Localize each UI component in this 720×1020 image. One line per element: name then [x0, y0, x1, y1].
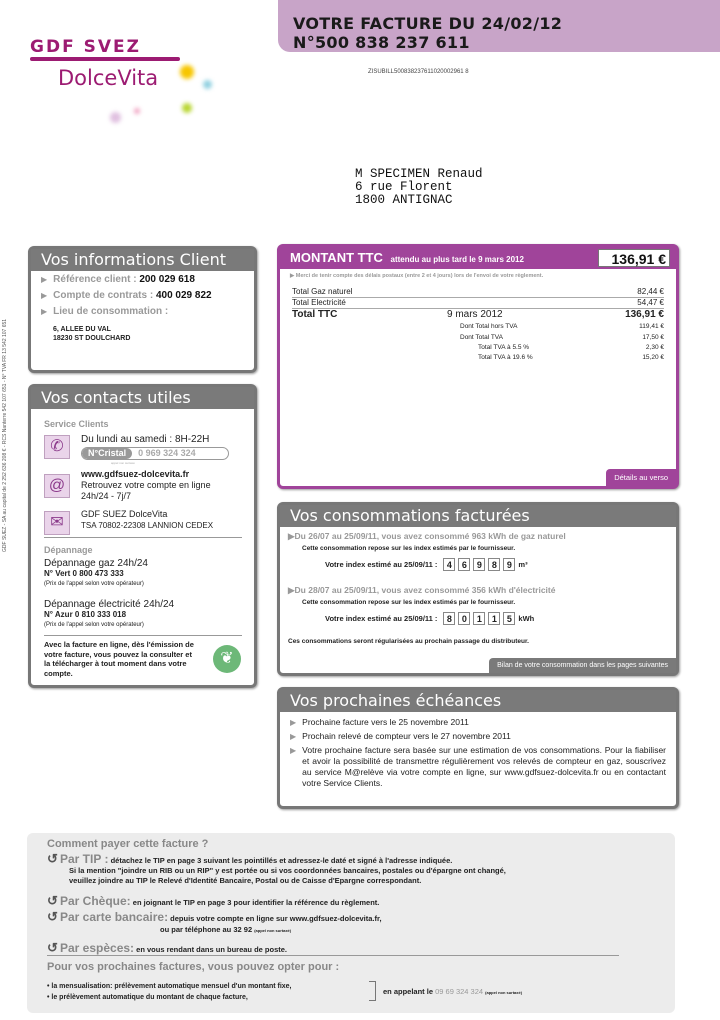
arrow-icon: ▶	[290, 732, 297, 741]
gas-heading	[288, 531, 566, 542]
gas-index-label: Votre index estimé au 25/09/11 :	[325, 560, 438, 569]
sub-label: Dont Total TVA	[460, 334, 503, 341]
sub-row	[292, 344, 664, 351]
bracket	[369, 981, 376, 1001]
upcoming-item	[290, 745, 666, 789]
invoice-number: N°500 838 237 611	[293, 33, 470, 52]
upcoming-text: Prochain relevé de compteur vers le 27 novembre 2011	[302, 731, 511, 741]
pay-cash	[47, 940, 287, 956]
gas-digits	[443, 558, 518, 571]
pay-arrow-icon: ↺	[47, 909, 58, 924]
gaz-block	[44, 559, 148, 589]
sub-value: 15,20 €	[642, 354, 664, 361]
due-date: attendu au plus tard le 9 mars 2012	[390, 255, 524, 264]
gaz-number: N° Vert 0 800 473 333	[44, 569, 124, 578]
digit: 5	[503, 612, 515, 625]
contract-label: Compte de contrats :	[53, 290, 154, 301]
logo-dot-blue	[203, 80, 212, 89]
card-text: depuis votre compte en ligne sur www.gdfsuez-dolcevita.fr,	[170, 914, 382, 923]
logo-dot-pink	[134, 108, 140, 114]
upcoming-text: Votre prochaine facture sera basée sur une estimation de vos consommations. Pour la fiabiliser et avoir la possibilité de transmettre régulièrement vos relevés de compteur en gaz, souscrivez au service M@relève via votre compte en ligne, sur www.gdfsuez-dolcevita.fr ou en contactant votre Service Clients.	[302, 745, 666, 788]
postal-note-text: Merci de tenir compte des délais postaux (entre 2 et 4 jours) lors de l'envoi de votre règlement.	[295, 273, 544, 279]
tip-label: Par TIP :	[60, 852, 109, 866]
details-verso-button[interactable]: Détails au verso	[606, 469, 676, 486]
upcoming-item	[290, 731, 666, 742]
contacts-title: Vos contacts utiles	[31, 387, 254, 409]
amount-box	[277, 244, 679, 489]
sub-value: 17,50 €	[642, 334, 664, 341]
client-info-title: Vos informations Client	[31, 249, 254, 271]
arrow-icon: ▶	[290, 746, 297, 755]
elec-number: N° Azur 0 810 333 018	[44, 610, 127, 619]
card-phone: ou par téléphone au 32 92	[160, 925, 253, 934]
service-hours: Du lundi au samedi : 8H-22H	[81, 434, 210, 445]
digit: 6	[458, 558, 470, 571]
address-line: M SPECIMEN Renaud	[355, 167, 483, 181]
logo-dot-green	[182, 103, 192, 113]
upcoming-list	[280, 712, 676, 789]
amount-title: MONTANT TTC	[290, 250, 383, 265]
digit: 1	[488, 612, 500, 625]
client-info-box	[28, 246, 257, 373]
depannage-label: Dépannage	[44, 545, 93, 555]
gas-note: Cette consommation repose sur les index estimés par le fournisseur.	[302, 545, 516, 552]
elec-unit: kWh	[518, 614, 535, 623]
invoice-date-title: VOTRE FACTURE DU 24/02/12	[293, 14, 563, 33]
website-desc: Retrouvez votre compte en ligne	[81, 480, 211, 490]
pay-arrow-icon: ↺	[47, 940, 58, 955]
digit: 9	[473, 558, 485, 571]
digit: 0	[458, 612, 470, 625]
cristal-note: appel non surtaxé	[111, 461, 135, 465]
pay-arrow-icon: ↺	[47, 851, 58, 866]
barcode-text: ZISUBILL500838237611020002961 8	[368, 69, 469, 75]
total-amount: 136,91 €	[598, 249, 670, 267]
sub-label: Total TVA à 19.6 %	[478, 354, 533, 361]
elec-note: Cette consommation repose sur les index estimés par le fournisseur.	[302, 599, 516, 606]
elec-note: (Prix de l'appel selon votre opérateur)	[44, 622, 144, 628]
cheque-text: en joignant le TIP en page 3 pour identifier la référence du règlement.	[132, 898, 380, 907]
elec-digits	[443, 612, 518, 625]
ref-value: 200 029 618	[139, 274, 195, 285]
row-label: Total Gaz naturel	[292, 287, 353, 296]
elec-index-label: Votre index estimé au 25/09/11 :	[325, 614, 438, 623]
arrow-icon: ▶	[41, 307, 48, 316]
ttc-label: Total TTC	[292, 309, 338, 320]
tip-text: Si la mention "joindre un RIB ou un RIP" y est portée ou si vos coordonnées bancaires, postales ou d'épargne ont changé,	[69, 866, 506, 875]
row-value: 82,44 €	[637, 287, 664, 296]
address-line: 1800 ANTIGNAC	[355, 193, 453, 207]
location-line: 6, ALLEE DU VAL	[53, 326, 111, 333]
gas-unit: m³	[518, 560, 528, 569]
call-text-block	[383, 987, 522, 996]
card-note: (appel non surtaxé)	[254, 928, 292, 933]
location-label: Lieu de consommation :	[53, 306, 169, 317]
card-label: Par carte bancaire:	[60, 910, 169, 924]
sub-row	[292, 334, 664, 341]
cristal-number-badge[interactable]	[81, 447, 229, 460]
postal-address: TSA 70802-22308 LANNION CEDEX	[81, 521, 214, 530]
call-note: (appel non surtaxé)	[485, 990, 523, 995]
row-value: 54,47 €	[637, 298, 664, 307]
cash-label: Par espèces:	[60, 941, 135, 955]
contacts-box	[28, 384, 257, 688]
cheque-label: Par Chèque:	[60, 894, 131, 908]
payment-title: Comment payer cette facture ?	[47, 838, 209, 850]
ttc-value: 136,91 €	[625, 309, 664, 320]
gas-heading-text: Du 26/07 au 25/09/11, vous avez consommé 963 kWh de gaz naturel	[294, 531, 566, 541]
digit: 1	[473, 612, 485, 625]
logo-underline	[30, 57, 180, 61]
arrow-icon: ▶	[290, 718, 297, 727]
arrow-icon: ▶	[288, 531, 295, 541]
gaz-title: Dépannage gaz 24h/24	[44, 558, 148, 569]
tip-text: veuillez joindre au TIP le Relevé d'Identité Bancaire, Postal ou de Caisse d'Epargne correspondant.	[69, 876, 422, 885]
divider	[47, 955, 619, 956]
cash-text: en vous rendant dans un bureau de poste.	[136, 945, 288, 954]
digit: 4	[443, 558, 455, 571]
amount-row-elec	[292, 298, 664, 309]
digit: 8	[488, 558, 500, 571]
arrow-icon: ▶	[41, 275, 48, 284]
regularisation-note: Ces consommations seront régularisées au prochain passage du distributeur.	[288, 638, 529, 645]
postal-note	[290, 273, 543, 279]
total-ttc-row	[292, 309, 664, 320]
arrow-icon: ▶	[288, 585, 295, 595]
contract-value: 400 029 822	[155, 290, 212, 301]
payment-section	[27, 833, 675, 1013]
location-address	[53, 325, 254, 343]
cristal-label: N°Cristal	[82, 448, 132, 459]
sub-row	[292, 354, 664, 361]
sub-value: 2,30 €	[645, 344, 664, 351]
website-link[interactable]: www.gdfsuez-dolcevita.fr	[81, 469, 190, 479]
logo-dot-lilac	[110, 112, 121, 123]
call-number[interactable]: 09 69 324 324	[435, 987, 484, 996]
row-label: Total Electricité	[292, 298, 346, 307]
location-line: 18230 ST DOULCHARD	[53, 335, 131, 342]
pay-card	[47, 911, 382, 936]
tip-text: détachez le TIP en page 3 suivant les pointillés et adressez-le daté et signé à l'adresse indiquée.	[110, 856, 453, 865]
postal-name: GDF SUEZ DolceVita	[81, 509, 168, 519]
option-item: • le prélèvement automatique du montant de chaque facture,	[47, 994, 248, 1001]
recipient-address	[355, 168, 483, 207]
bilan-button[interactable]: Bilan de votre consommation dans les pages suivantes	[489, 658, 676, 673]
sub-value: 119,41 €	[639, 323, 664, 330]
upcoming-box	[277, 687, 679, 809]
pay-cheque	[47, 893, 379, 909]
call-text: en appelant le	[383, 987, 434, 996]
consumption-box	[277, 502, 679, 676]
ref-label: Référence client :	[53, 274, 137, 285]
tree-icon: ❦	[213, 645, 241, 673]
online-invoice-text: Avec la facture en ligne, dès l'émission de votre facture, vous pouvez la consulter et la télécharger à tout moment dans votre compte.	[44, 640, 194, 678]
arrow-icon: ▶	[41, 291, 48, 300]
envelope-icon: ✉	[44, 511, 70, 535]
elec-block	[44, 600, 174, 630]
ttc-date: 9 mars 2012	[447, 309, 503, 320]
options-title: Pour vos prochaines factures, vous pouvez opter pour :	[47, 961, 340, 973]
postal-block	[81, 509, 213, 531]
service-clients-label: Service Clients	[44, 419, 109, 429]
sub-label: Dont Total hors TVA	[460, 323, 518, 330]
upcoming-item	[290, 717, 666, 728]
gaz-note: (Prix de l'appel selon votre opérateur)	[44, 581, 144, 587]
divider	[44, 635, 242, 636]
elec-title: Dépannage électricité 24h/24	[44, 599, 175, 610]
phone-icon: ✆	[44, 435, 70, 459]
elec-heading-text: Du 28/07 au 25/09/11, vous avez consommé 356 kWh d'électricité	[294, 585, 556, 595]
option-item: • la mensualisation: prélèvement automatique mensuel d'un montant fixe,	[47, 983, 292, 990]
upcoming-title: Vos prochaines échéances	[280, 690, 676, 712]
gas-index	[325, 558, 528, 571]
website-block	[81, 469, 211, 502]
digit: 9	[503, 558, 515, 571]
sub-row	[292, 323, 664, 330]
upcoming-text: Prochaine facture vers le 25 novembre 2011	[302, 717, 469, 727]
consumption-title: Vos consommations facturées	[280, 505, 676, 527]
pay-arrow-icon: ↺	[47, 893, 58, 908]
options-list	[47, 981, 292, 1003]
arrow-icon: ▶	[290, 273, 296, 279]
website-hours: 24h/24 - 7j/7	[81, 491, 132, 501]
at-sign-icon: @	[44, 474, 70, 498]
amount-row-gaz	[292, 287, 664, 298]
invoice-title	[293, 14, 562, 52]
logo-brand: GDF SVEZ	[30, 37, 141, 57]
sub-label: Total TVA à 5.5 %	[478, 344, 530, 351]
digit: 8	[443, 612, 455, 625]
legal-sidebar: GDF SUEZ - SA au capital de 2 252 636 208 € - RCS Nanterre 542 107 651 - N° TVA FR 13 542 107 651	[2, 318, 8, 552]
logo-product: DolceVita	[58, 66, 159, 90]
address-line: 6 rue Florent	[355, 180, 453, 194]
pay-tip	[47, 851, 506, 886]
divider	[44, 537, 242, 538]
elec-index	[325, 612, 534, 625]
cristal-number: 0 969 324 324	[138, 448, 196, 458]
elec-heading	[288, 585, 555, 596]
logo-dot-yellow	[180, 65, 194, 79]
